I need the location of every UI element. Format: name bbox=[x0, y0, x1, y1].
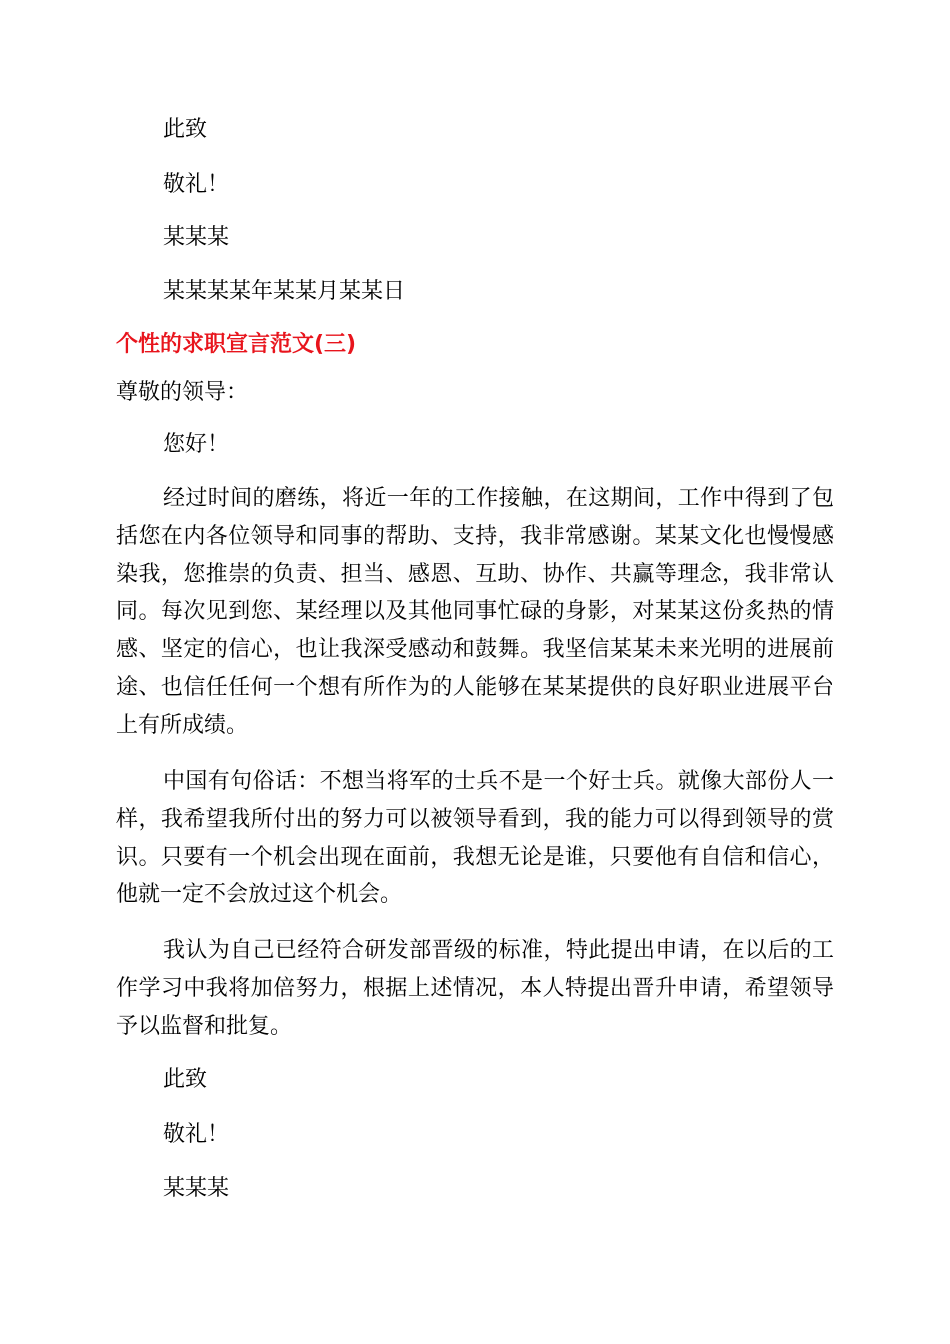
body-paragraph: 中国有句俗话：不想当将军的士兵不是一个好士兵。就像大部份人一样，我希望我所付出的努力可以被领导看到，我的能力可以得到领导的赏识。只要有一个机会出现在面前，我想无论是谁，只要他有自信和信心，他就一定不会放过这个机会。 bbox=[116, 769, 834, 908]
closing-line: 此致 bbox=[163, 117, 208, 142]
date-line: 某某某某年某某月某某日 bbox=[163, 279, 406, 304]
salutation: 尊敬的领导： bbox=[116, 380, 249, 405]
section-heading: 个性的求职宣言范文(三) bbox=[116, 332, 357, 357]
greeting: 您好！ bbox=[163, 432, 230, 457]
closing-salute: 敬礼！ bbox=[163, 1122, 230, 1147]
signature: 某某某 bbox=[163, 225, 230, 250]
closing-line: 此致 bbox=[163, 1067, 208, 1092]
closing-salute: 敬礼！ bbox=[163, 172, 230, 197]
body-paragraph: 我认为自己已经符合研发部晋级的标准，特此提出申请，在以后的工作学习中我将加倍努力，根据上述情况，本人特提出晋升申请，希望领导予以监督和批复。 bbox=[116, 938, 834, 1039]
signature: 某某某 bbox=[163, 1176, 230, 1201]
body-paragraph: 经过时间的磨练，将近一年的工作接触，在这期间，工作中得到了包括您在内各位领导和同事的帮助、支持，我非常感谢。某某文化也慢慢感染我，您推崇的负责、担当、感恩、互助、协作、共赢等理念，我非常认同。每次见到您、某经理以及其他同事忙碌的身影，对某某这份炙热的情感、坚定的信心，也让我深受感动和鼓舞。我坚信某某未来光明的进展前途、也信任任何一个想有所作为的人能够在某某提供的良好职业进展平台上有所成绩。 bbox=[116, 486, 834, 738]
